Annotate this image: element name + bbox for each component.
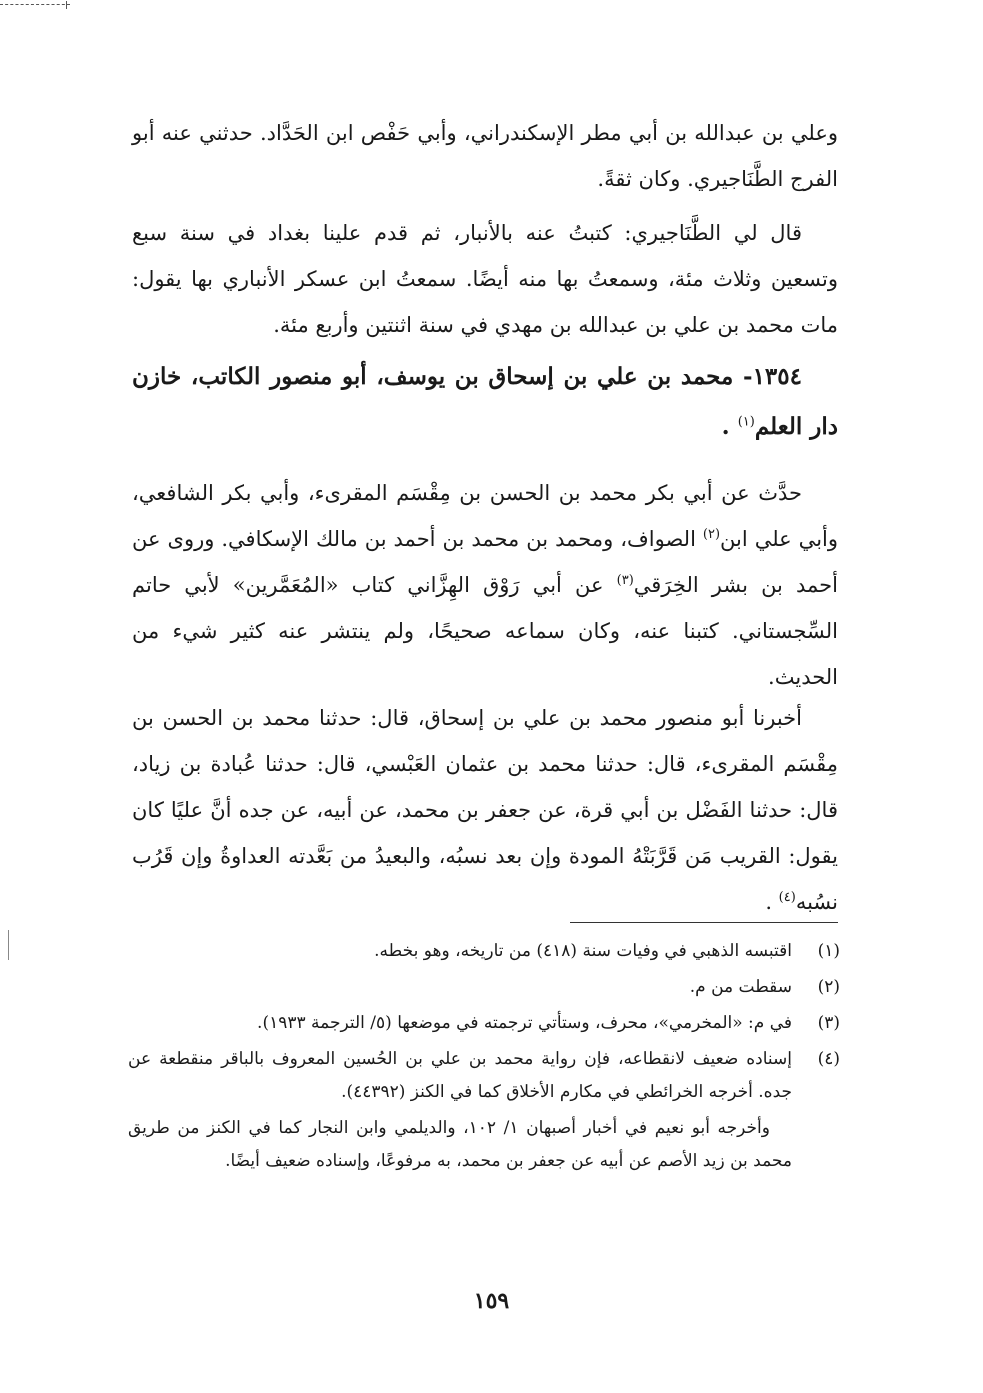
page-number: ١٥٩ xyxy=(473,1288,510,1314)
paragraph-3-part-3: عن أبي رَوْق الهِزَّاني كتاب «المُعَمَّرين» لأبي حاتم السِّجستاني. كتبنا عنه، وكان سماعه صحيحًا، ولم ينتشر عنه كثير شيء من الحديث. xyxy=(132,573,838,689)
footnote-4-continuation: وأخرجه أبو نعيم في أخبار أصبهان ١/ ١٠٢، والديلمي وابن النجار كما في الكنز من طريق محمد بن زيد الأصم عن أبيه عن جعفر بن محمد، به مرفوعًا، وإسناده ضعيف أيضًا. xyxy=(128,1118,792,1171)
scan-margin-mark xyxy=(8,930,9,960)
footnote-text: إسناده ضعيف لانقطاعه، فإن رواية محمد بن علي بن الحُسين المعروف بالباقر منقطعة عن جده. أخرجه الخرائطي في مكارم الأخلاق كما في الكنز (٤٤٣٩٢). xyxy=(128,1049,792,1102)
footnote-number: (٤) xyxy=(817,1049,840,1069)
footnote-text: سقطت من م. xyxy=(689,977,792,997)
scan-corner-mark xyxy=(0,4,70,5)
footnote-1 xyxy=(128,935,840,968)
paragraph-4-part-2: . xyxy=(765,890,779,914)
paragraph-3-part-2: الصواف، ومحمد بن محمد بن أحمد بن مالك الإسكافي. وروى عن أحمد بن بشر الخِرَقي xyxy=(132,527,838,597)
footnote-4 xyxy=(128,1043,840,1109)
paragraph-3 xyxy=(132,470,838,700)
entry-heading-tail: . xyxy=(721,413,738,440)
footnote-3 xyxy=(128,1007,840,1040)
paragraph-4 xyxy=(132,695,838,925)
paragraph-1: وعلي بن عبدالله بن أبي مطر الإسكندراني، وأبي حَفْص ابن الحَدَّاد. حدثني عنه أبو الفرج الطَّنَاجيري. وكان ثقةً. xyxy=(132,121,838,191)
footnote-text: في م: «المخرمي»، محرف، وستأتي ترجمته في موضعها (٥/ الترجمة ١٩٣٣). xyxy=(257,1013,792,1033)
entry-heading xyxy=(132,352,838,452)
paragraph-4-part-1: أخبرنا أبو منصور محمد بن علي بن إسحاق، قال: حدثنا محمد بن الحسن بن مِقْسَم المقرىء، قال: حدثنا محمد بن عثمان العَبْسي، قال: حدثنا عُبادة بن زياد، قال: حدثنا الفَضْل بن أبي قرة، عن جعفر بن محمد، عن أبيه، عن جده أنَّ عليًا كان يقول: القريب مَن قَرَّبَتْهُ المودة وإن بعد نسبُه، والبعيدُ من بَعَّدته العداوةُ وإن قَرُب نسُبه xyxy=(132,706,838,914)
paragraph-3-part-1: حدَّث عن أبي بكر محمد بن الحسن بن مِقْسَم المقرىء، وأبي بكر الشافعي، وأبي علي ابن xyxy=(132,481,839,551)
footnote-ref-4[interactable]: (٤) xyxy=(778,890,796,905)
paragraph-2: قال لي الطَّنَاجيري: كتبتُ عنه بالأنبار، ثم قدم علينا بغداد في سنة سبع وتسعين وثلاث مئة، وسمعتُ بها منه أيضًا. سمعتُ ابن عسكر الأنباري بها يقول: مات محمد بن علي بن عبدالله بن مهدي في سنة اثنتين وأربع مئة. xyxy=(132,221,838,337)
footnote-separator xyxy=(570,922,838,923)
footnote-number: (١) xyxy=(817,941,840,961)
footnote-ref-3[interactable]: (٣) xyxy=(616,573,634,588)
footnote-2 xyxy=(128,971,840,1004)
footnotes-list xyxy=(128,935,840,1178)
footnote-number: (٣) xyxy=(817,1013,840,1033)
footnote-ref-1[interactable]: (١) xyxy=(737,414,755,430)
footnote-ref-2[interactable]: (٢) xyxy=(702,527,721,542)
footnote-number: (٢) xyxy=(817,977,840,997)
entry-heading-text: ١٣٥٤- محمد بن علي بن إسحاق بن يوسف، أبو منصور الكاتب، خازن دار العلم xyxy=(132,363,838,440)
footnote-text: اقتبسه الذهبي في وفيات سنة (٤١٨) من تاريخه، وهو بخطه. xyxy=(374,941,792,961)
